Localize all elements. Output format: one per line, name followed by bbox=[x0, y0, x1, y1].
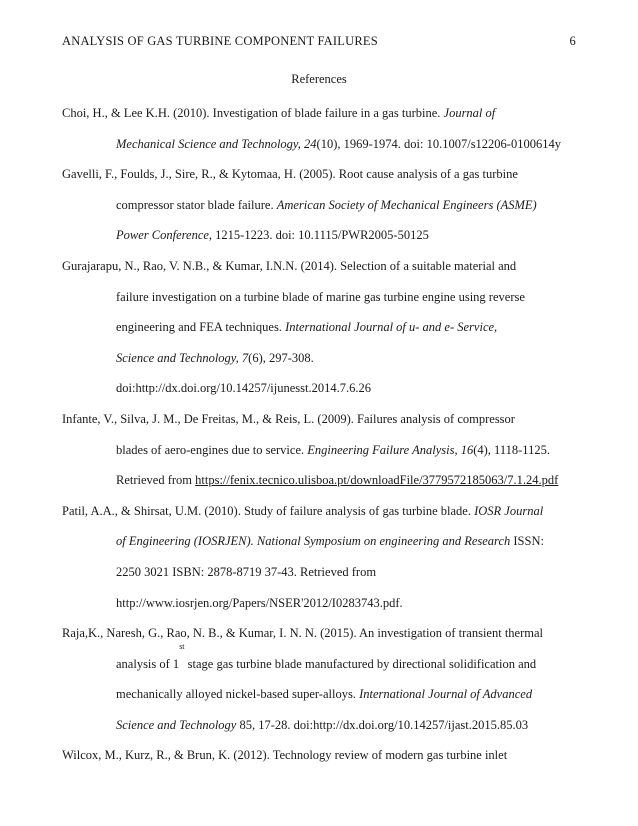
references-title: References bbox=[291, 72, 347, 86]
ref-line bbox=[62, 679, 582, 710]
journal-volume: 16 bbox=[460, 442, 474, 457]
ref-line bbox=[62, 404, 582, 435]
ref-url: http://www.iosrjen.org/Papers/NSER'2012/I0283743.pdf. bbox=[116, 595, 403, 610]
ref-text: 2250 3021 ISBN: 2878-8719 37-43. Retrieved from bbox=[116, 564, 377, 579]
journal-title: Journal of bbox=[443, 106, 496, 120]
ref-line bbox=[62, 740, 582, 771]
reference-patil bbox=[62, 496, 582, 618]
ref-line bbox=[62, 435, 582, 466]
reference-gavelli bbox=[62, 159, 582, 251]
ref-text: failure investigation on a turbine blade of marine gas turbine engine using reverse bbox=[116, 289, 525, 304]
running-head-title: ANALYSIS OF GAS TURBINE COMPONENT FAILURES bbox=[62, 34, 378, 48]
ref-line bbox=[62, 557, 582, 588]
ref-text: Gurajarapu, N., Rao, V. N.B., & Kumar, I.N.N. (2014). Selection of a suitable material and bbox=[62, 258, 517, 273]
ref-line bbox=[62, 465, 582, 496]
ref-text: 85, 17-28. doi:http://dx.doi.org/10.14257/ijast.2015.85.03 bbox=[236, 717, 529, 732]
ref-line bbox=[62, 190, 582, 221]
journal-title: Power Conference bbox=[116, 228, 209, 243]
ref-line bbox=[62, 282, 582, 313]
ref-text: blades of aero-engines due to service. bbox=[116, 442, 308, 457]
ref-line bbox=[62, 159, 582, 190]
ref-line bbox=[62, 98, 582, 129]
ref-line bbox=[62, 373, 582, 404]
ref-text: Gavelli, F., Foulds, J., Sire, R., & Kytomaa, H. (2005). Root cause analysis of a gas turbine bbox=[62, 167, 518, 182]
ref-line bbox=[62, 588, 582, 619]
ref-line bbox=[62, 710, 582, 741]
reference-wilcox bbox=[62, 740, 582, 771]
ref-line bbox=[62, 220, 582, 251]
ref-text: (10), 1969-1974. doi: 10.1007/s12206-0100614y bbox=[316, 136, 561, 151]
ref-text: , 1215-1223. doi: 10.1115/PWR2005-50125 bbox=[208, 228, 429, 243]
page-number: 6 bbox=[569, 34, 576, 48]
ordinal-superscript: st bbox=[179, 641, 185, 651]
fenix-pdf-link[interactable]: https://fenix.tecnico.ulisboa.pt/downloadFile/3779572185063/7.1.24.pdf bbox=[195, 473, 559, 488]
ref-text: Retrieved from bbox=[116, 473, 196, 488]
ref-text: analysis of 1 bbox=[116, 656, 180, 671]
journal-title: Engineering Failure Analysis bbox=[307, 442, 455, 457]
ref-text: Wilcox, M., Kurz, R., & Brun, K. (2012). Technology review of modern gas turbine inlet bbox=[62, 748, 508, 763]
ref-text: stage gas turbine blade manufactured by directional solidification and bbox=[184, 656, 537, 671]
journal-title: International Journal of Advanced bbox=[359, 687, 533, 702]
ref-doi: doi:http://dx.doi.org/10.14257/ijunesst.2014.7.6.26 bbox=[116, 381, 371, 396]
ref-line bbox=[62, 618, 582, 649]
ref-text: Raja,K., Naresh, G., Rao, N. B., & Kumar, I. N. N. (2015). An investigation of transient thermal bbox=[62, 626, 544, 641]
ref-line bbox=[62, 129, 582, 160]
journal-title: of Engineering (IOSRJEN). National Symposium on engineering and Research bbox=[116, 534, 511, 549]
ref-text: engineering and FEA techniques. bbox=[116, 320, 286, 335]
reference-raja bbox=[62, 618, 582, 740]
journal-title: Science and Technology bbox=[116, 717, 237, 732]
journal-title: Science and Technology, 7 bbox=[116, 350, 249, 365]
ref-text: , bbox=[454, 442, 461, 457]
reference-infante bbox=[62, 404, 582, 496]
ref-line bbox=[62, 526, 582, 557]
ref-text: mechanically alloyed nickel-based super-alloys. bbox=[116, 687, 360, 702]
journal-title: American Society of Mechanical Engineers (ASME) bbox=[276, 197, 537, 212]
journal-title: International Journal of u- and e- Service, bbox=[285, 320, 498, 335]
ref-text: Choi, H., & Lee K.H. (2010). Investigation of blade failure in a gas turbine. bbox=[62, 106, 444, 120]
ref-text: ISSN: bbox=[510, 534, 544, 549]
ref-line bbox=[62, 312, 582, 343]
ref-line bbox=[62, 496, 582, 527]
ref-text: (4), 1118-1125. bbox=[473, 442, 550, 457]
ref-text: Patil, A.A., & Shirsat, U.M. (2010). Study of failure analysis of gas turbine blade. bbox=[62, 503, 475, 518]
ref-line bbox=[62, 343, 582, 374]
ref-line bbox=[62, 641, 582, 680]
ref-text: (6), 297-308. bbox=[248, 350, 314, 365]
journal-title: IOSR Journal bbox=[474, 503, 544, 518]
ref-text: Infante, V., Silva, J. M., De Freitas, M., & Reis, L. (2009). Failures analysis of compressor bbox=[62, 411, 515, 426]
reference-gurajarapu bbox=[62, 251, 582, 404]
running-header bbox=[62, 34, 576, 49]
ref-line bbox=[62, 251, 582, 282]
reference-list bbox=[62, 98, 582, 771]
ref-text: compressor stator blade failure. bbox=[116, 197, 277, 212]
journal-title: Mechanical Science and Technology, 24 bbox=[116, 136, 317, 151]
reference-choi bbox=[62, 98, 582, 159]
